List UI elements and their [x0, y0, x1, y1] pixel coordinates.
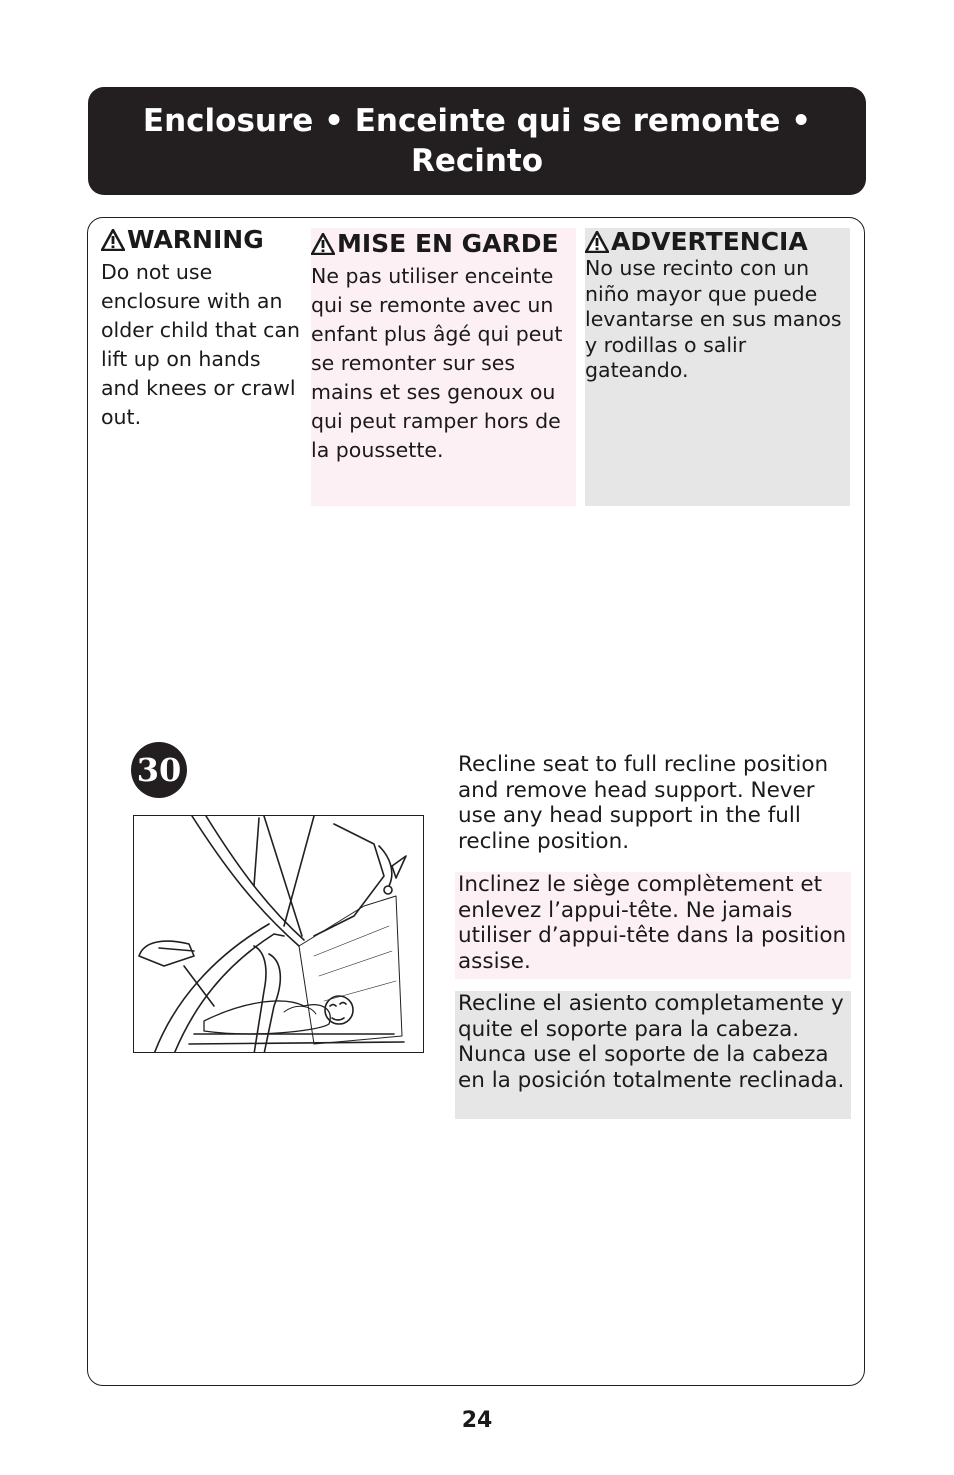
warning-heading-text: MISE EN GARDE [337, 229, 559, 258]
warning-spanish [585, 228, 850, 506]
warning-heading [311, 230, 576, 258]
page-title: Enclosure • Enceinte qui se remonte • Recinto [142, 103, 812, 179]
warning-english [101, 226, 301, 432]
instruction-spanish: Recline el asiento completamente y quite el soporte para la cabeza. Nunca use el soporte de la cabeza en la posición totalmente reclinada. [455, 991, 851, 1119]
stroller-recline-illustration [133, 815, 424, 1053]
warning-body: Do not use enclosure with an older child that can lift up on hands and knees or crawl out. [101, 260, 300, 429]
warning-body: Ne pas utiliser enceinte qui se remonte avec un enfant plus âgé qui peut se remonter sur ses mains et ses genoux ou qui peut ramper hors de la poussette. [311, 264, 563, 462]
warning-heading-text: WARNING [127, 225, 264, 254]
warning-triangle-icon [585, 231, 609, 253]
warning-body: No use recinto con un niño mayor que puede levantarse en sus manos y rodillas o salir gateando. [585, 256, 842, 382]
page-number: 24 [461, 1408, 493, 1433]
warning-triangle-icon [101, 229, 125, 251]
stroller-illustration-drawing [134, 816, 424, 1053]
warning-triangle-icon [311, 233, 335, 255]
page-header [88, 87, 866, 195]
warning-heading-text: ADVERTENCIA [611, 227, 808, 256]
instruction-english: Recline seat to full recline position and remove head support. Never use any head support in the full recline position. [458, 752, 829, 854]
instruction-french: Inclinez le siège complètement et enlevez l’appui-tête. Ne jamais utiliser d’appui-tête dans la position assise. [455, 872, 851, 979]
step-number-badge: 30 [131, 742, 187, 798]
warning-heading [101, 226, 301, 254]
warning-french [311, 228, 576, 506]
warning-heading [585, 228, 850, 256]
